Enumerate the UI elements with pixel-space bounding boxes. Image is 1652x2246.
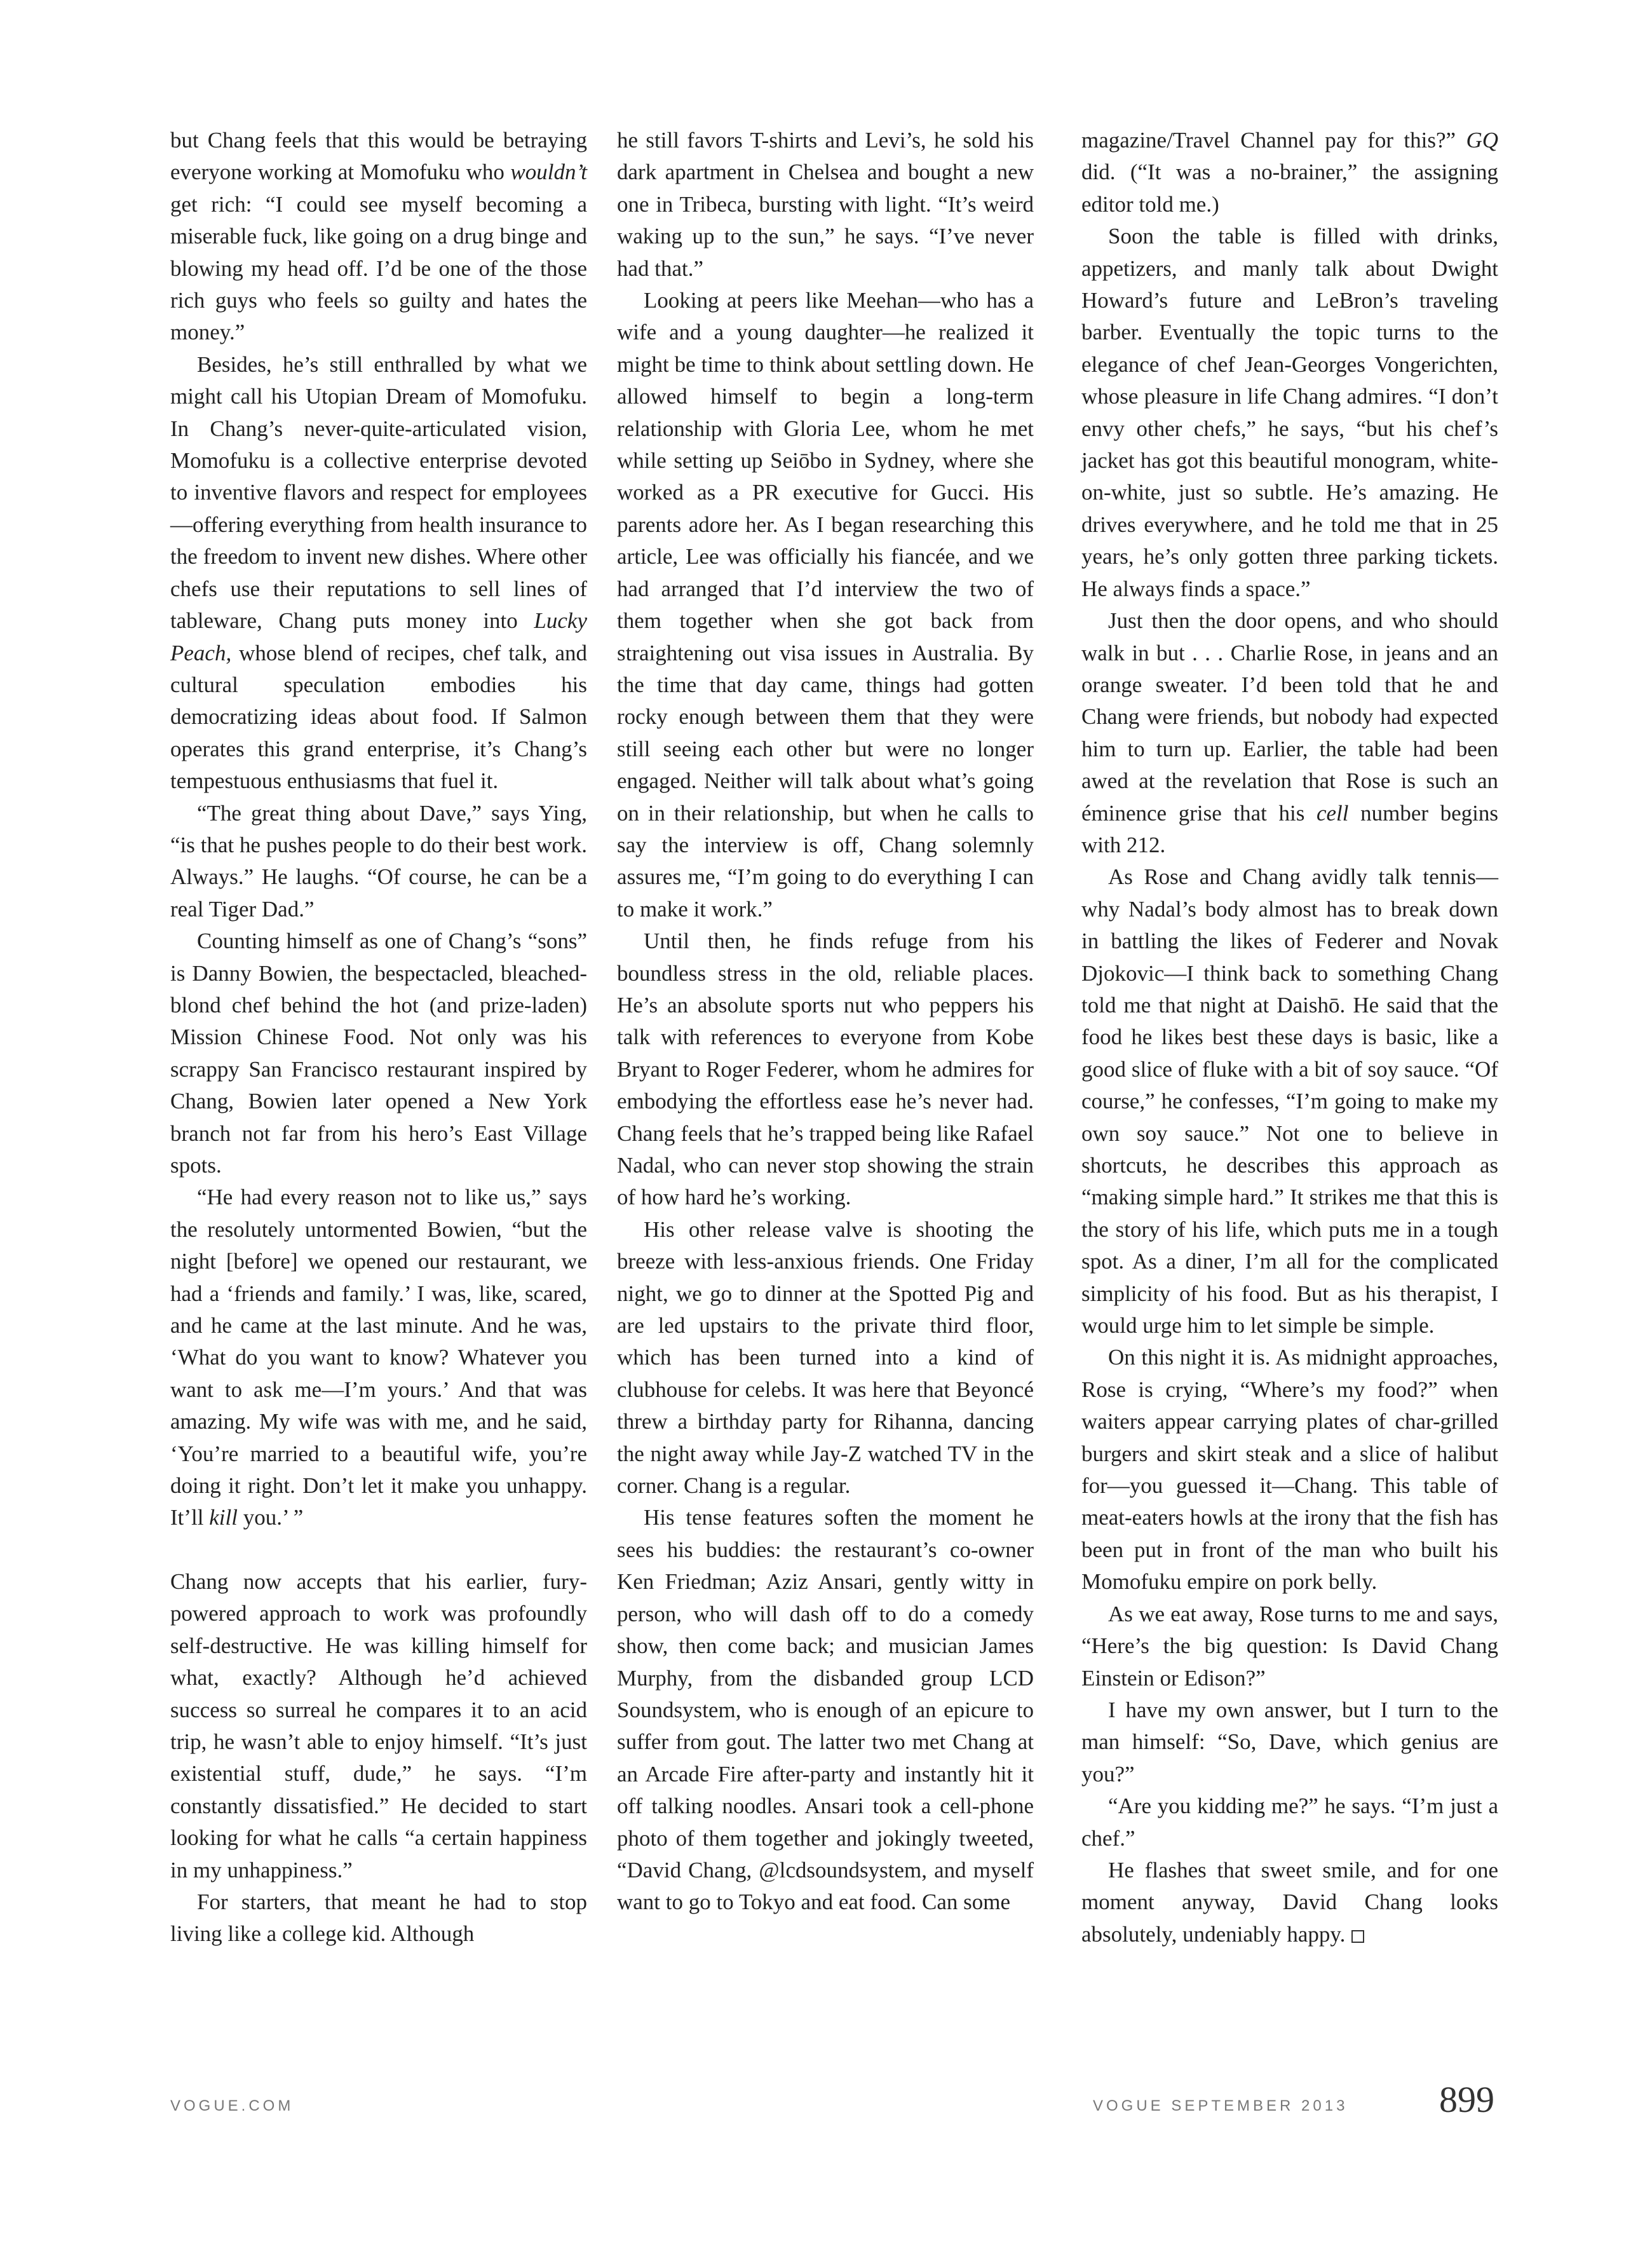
paragraph: Besides, he’s still enthralled by what we might call his Utopian Dream of Momofuku. In Chang’s never-quite-articulated vision, Momofuku is a collective enterprise devoted to inventive flavors and respect for employees—offering everything from health insurance to the freedom to invent new dishes. Where other chefs use their reputations to sell lines of tableware, Chang puts money into Lucky Peach, whose blend of recipes, chef talk, and cultural speculation embodies his democratizing ideas about food. If Salmon operates this grand enterprise, it’s Chang’s tempestuous enthusiasms that fuel it. xyxy=(170,351,587,794)
paragraph: He flashes that sweet smile, and for one moment anyway, David Chang looks absolutely, undeniably happy. xyxy=(1081,1857,1498,1947)
end-mark-icon xyxy=(1351,1930,1364,1943)
paragraph: but Chang feels that this would be betraying everyone working at Momofuku who wouldn’t get rich: “I could see myself becoming a miserable fuck, like going on a drug binge and blowing my head off. I’d be one of the those rich guys who feels so guilty and hates the money.” xyxy=(170,128,587,345)
article-column-3 xyxy=(1081,125,1498,1950)
paragraph: His tense features soften the moment he sees his buddies: the restaurant’s co-owner Ken Friedman; Aziz Ansari, gently witty in person, who will dash off to do a comedy show, then come back; and musician James Murphy, from the disbanded group LCD Soundsystem, who is enough of an epicure to suffer from gout. The latter two met Chang at an Arcade Fire after-party and instantly hit it off talking noodles. Ansari took a cell-phone photo of them together and jokingly tweeted, “David Chang, @lcdsoundsystem, and myself want to go to Tokyo and eat food. Can some xyxy=(617,1505,1034,1915)
paragraph: As Rose and Chang avidly talk tennis—why Nadal’s body almost has to break down in battling the likes of Federer and Novak Djokovic—I think back to something Chang told me that night at Daishō. He said that the food he likes best these days is basic, like a good slice of fluke with a bit of soy sauce. “Of course,” he confesses, “I’m going to make my own soy sauce.” Not one to believe in shortcuts, he describes this approach as “making simple hard.” It strikes me that this is the story of his life, which puts me in a tough spot. As a diner, I’m all for the complicated simplicity of his food. But as his therapist, I would urge him to let simple be simple. xyxy=(1081,864,1498,1338)
paragraph: Until then, he finds refuge from his boundless stress in the old, reliable places. He’s an absolute sports nut who peppers his talk with references to everyone from Kobe Bryant to Roger Federer, whom he admires for embodying the effortless ease he’s never had. Chang feels that he’s trapped being like Rafael Nadal, who can never stop showing the strain of how hard he’s working. xyxy=(617,929,1034,1210)
paragraph: Chang now accepts that his earlier, fury-powered approach to work was profoundly self-destructive. He was killing himself for what, exactly? Although he’d achieved success so surreal he compares it to an acid trip, he wasn’t able to enjoy himself. “It’s just existential stuff, dude,” he says. “I’m constantly dissatisfied.” He decided to start looking for what he calls “a certain happiness in my unhappiness.” xyxy=(170,1569,587,1882)
paragraph: magazine/Travel Channel pay for this?” GQ did. (“It was a no-brainer,” the assigning editor told me.) xyxy=(1081,128,1498,217)
footer-issue: VOGUE SEPTEMBER 2013 xyxy=(1093,2097,1348,2114)
paragraph: “He had every reason not to like us,” says the resolutely untormented Bowien, “but the night [before] we opened our restaurant, we had a ‘friends and family.’ I was, like, scared, and he came at the last minute. And he was, ‘What do you want to know? Whatever you want to ask me—I’m yours.’ And that was amazing. My wife was with me, and he said, ‘You’re married to a beautiful wife, you’re doing it right. Don’t let it make you unhappy. It’ll kill you.’ ” xyxy=(170,1185,587,1530)
paragraph: On this night it is. As midnight approaches, Rose is crying, “Where’s my food?” when waiters appear carrying plates of char-grilled burgers and skirt steak and a slice of halibut for—you guessed it—Chang. This table of meat-eaters howls at the irony that the fish has been put in front of the man who built his Momofuku empire on pork belly. xyxy=(1081,1345,1498,1595)
paragraph: I have my own answer, but I turn to the man himself: “So, Dave, which genius are you?” xyxy=(1081,1697,1498,1787)
paragraph: Just then the door opens, and who should walk in but . . . Charlie Rose, in jeans and an orange sweater. I’d been told that he and Chang were friends, but nobody had expected him to turn up. Earlier, the table had been awed at the revelation that Rose is such an éminence grise that his cell number begins with 212. xyxy=(1081,608,1499,857)
paragraph: Soon the table is filled with drinks, appetizers, and manly talk about Dwight Howard’s future and LeBron’s traveling barber. Eventually the topic turns to the elegance of chef Jean-Georges Vongerichten, whose pleasure in life Chang admires. “I don’t envy other chefs,” he says, “but his chef’s jacket has got this beautiful monogram, white-on-white, just so subtle. He’s amazing. He drives everywhere, and he told me that in 25 years, he’s only gotten three parking tickets. He always finds a space.” xyxy=(1081,224,1498,601)
article-column-1 xyxy=(170,125,587,1950)
paragraph: His other release valve is shooting the breeze with less-anxious friends. One Friday night, we go to dinner at the Spotted Pig and are led upstairs to the private third floor, which has been turned into a kind of clubhouse for celebs. It was here that Beyoncé threw a birthday party for Rihanna, dancing the night away while Jay-Z watched TV in the corner. Chang is a regular. xyxy=(617,1216,1034,1499)
paragraph: he still favors T-shirts and Levi’s, he sold his dark apartment in Chelsea and bought a new one in Tribeca, bursting with light. “It’s weird waking up to the sun,” he says. “I’ve never had that.” xyxy=(617,128,1034,281)
paragraph: For starters, that meant he had to stop living like a college kid. Although xyxy=(170,1889,587,1947)
paragraph: “The great thing about Dave,” says Ying, “is that he pushes people to do their best work. Always.” He laughs. “Of course, he can be a real Tiger Dad.” xyxy=(170,800,587,922)
page-number: 899 xyxy=(1439,2079,1494,2120)
paragraph: “Are you kidding me?” he says. “I’m just a chef.” xyxy=(1081,1793,1498,1851)
paragraph: Looking at peers like Meehan—who has a wife and a young daughter—he realized it might be time to think about settling down. He allowed himself to begin a long-term relationship with Gloria Lee, whom he met while setting up Seiōbo in Sydney, where she worked as a PR executive for Gucci. His parents adore her. As I began researching this article, Lee was officially his fiancée, and we had arranged that I’d interview the two of them together when she got back from straightening out visa issues in Australia. By the time that day came, things had gotten rocky enough between them that they were still seeing each other but were no longer engaged. Neither will talk about what’s going on in their relationship, but when he calls to say the interview is off, Chang solemnly assures me, “I’m going to do everything I can to make it work.” xyxy=(617,288,1034,922)
footer-website: VOGUE.COM xyxy=(170,2097,294,2114)
paragraph: As we eat away, Rose turns to me and says, “Here’s the big question: Is David Chang Einstein or Edison?” xyxy=(1081,1601,1498,1691)
paragraph: Counting himself as one of Chang’s “sons” is Danny Bowien, the bespectacled, bleached-blond chef behind the hot (and prize-laden) Mission Chinese Food. Not only was his scrappy San Francisco restaurant inspired by Chang, Bowien later opened a New York branch not far from his hero’s East Village spots. xyxy=(170,929,587,1178)
article-column-2 xyxy=(617,125,1034,1919)
